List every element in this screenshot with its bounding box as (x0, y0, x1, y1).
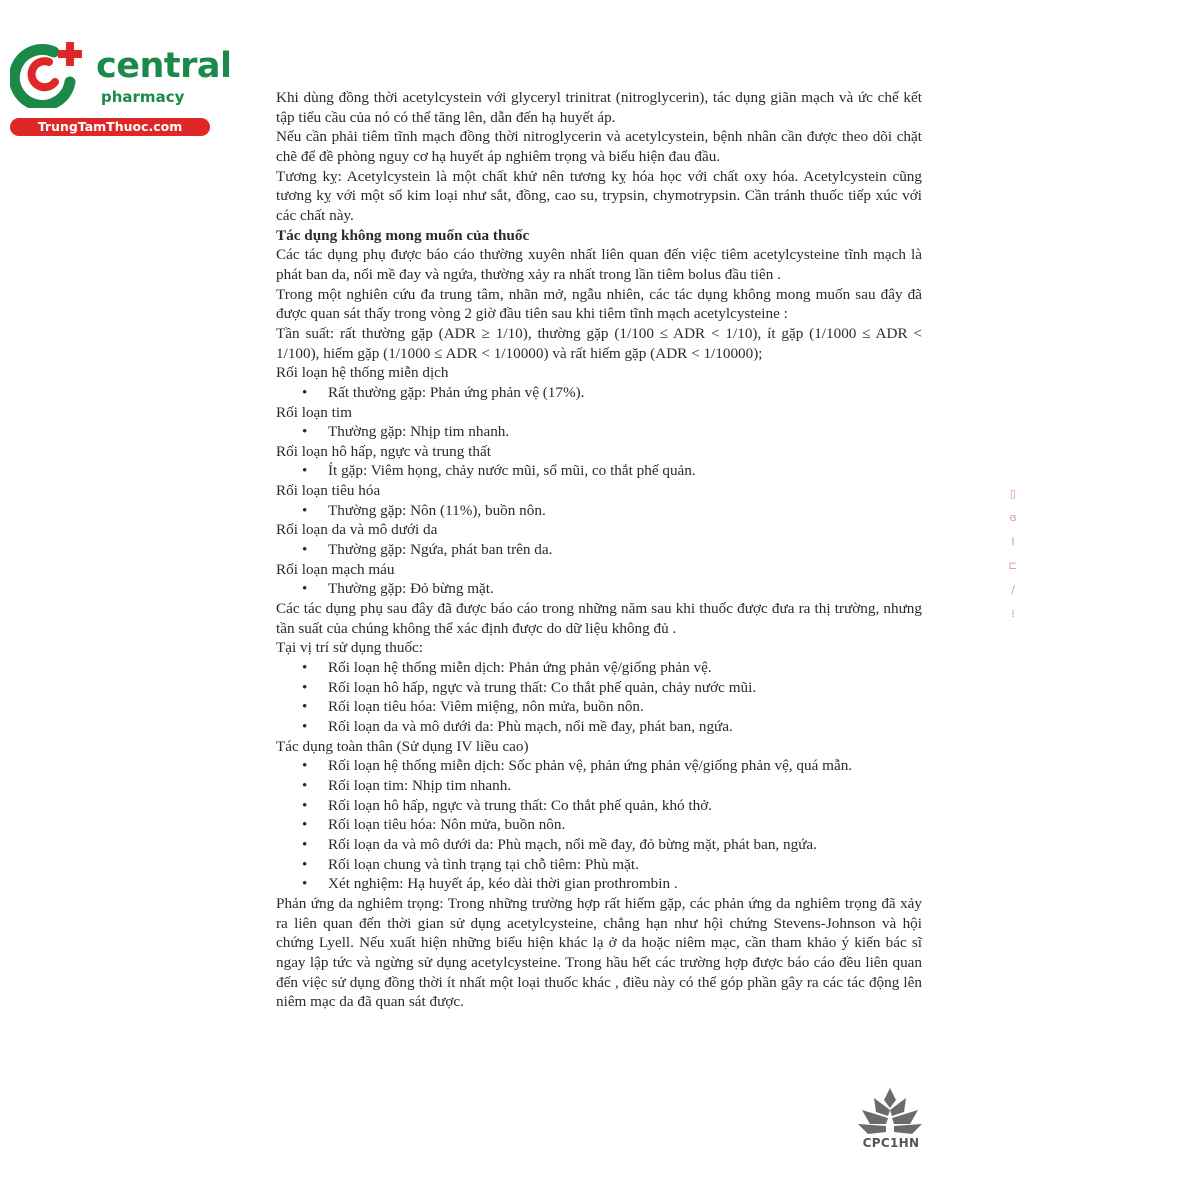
bullet: • (302, 796, 308, 814)
bullet: • (302, 678, 308, 696)
list-local (276, 658, 922, 737)
paragraph-nitroglycerin: Khi dùng đồng thời acetylcystein với glyceryl trinitrat (nitroglycerin), tác dụng giãn mạch và ức chế kết tập tiểu cầu của nó có thể tăng lên, dẫn đến hạ huyết áp. (276, 89, 922, 126)
section-heading: Tác dụng không mong muốn của thuốc (276, 226, 530, 244)
list-item: • Rối loạn da và mô dưới da: Phù mạch, nổi mề đay, phát ban, ngứa. (302, 718, 733, 735)
central-pharmacy-logo-icon (10, 38, 90, 108)
bullet: • (302, 816, 308, 834)
subheading-digestive: Rối loạn tiêu hóa (276, 482, 381, 500)
bullet: • (302, 580, 308, 598)
logo-subtitle: pharmacy (101, 88, 185, 106)
subheading-vascular: Rối loạn mạch máu (276, 560, 395, 578)
bullet: • (302, 383, 308, 401)
paragraph-incompatibility: Tương kỵ: Acetylcystein là một chất khử nên tương kỵ hóa học với chất oxy hóa. Acetylcystein cũng tương kỵ với một số kim loại như sắt, đồng, cao su, trypsin, chymotrypsin. Cần tránh thuốc tiếp xúc với các chất này. (276, 167, 922, 224)
list-item: • Xét nghiệm: Hạ huyết áp, kéo dài thời gian prothrombin . (302, 875, 678, 893)
stamp-mark: ▯ (1009, 487, 1017, 500)
bullet: • (302, 501, 308, 519)
bullet: • (302, 875, 308, 893)
subheading-local: Tại vị trí sử dụng thuốc: (276, 639, 424, 657)
bullet: • (302, 835, 308, 853)
subheading-systemic: Tác dụng toàn thân (Sử dụng IV liều cao) (276, 737, 529, 755)
bullet: • (302, 855, 308, 873)
list-immune (276, 383, 922, 403)
stamp-mark: ∕ (1011, 583, 1015, 596)
logo-name: central (96, 46, 232, 86)
list-cardiac (276, 422, 922, 442)
list-item: • Thường gặp: Nhịp tim nhanh. (302, 423, 510, 441)
paragraph-study: Trong một nghiên cứu đa trung tâm, nhãn mở, ngẫu nhiên, các tác dụng không mong muốn sau đây đã được quan sát thấy trong vòng 2 giờ đầu tiên sau khi tiêm tĩnh mạch acetylcysteine : (276, 285, 922, 323)
list-item: • Rối loạn chung và tình trạng tại chỗ tiêm: Phù mặt. (302, 855, 639, 873)
paragraph-iv-monitoring: Nếu cần phải tiêm tĩnh mạch đồng thời nitroglycerin và acetylcystein, bệnh nhân cần được theo dõi chặt chẽ để đề phòng nguy cơ hạ huyết áp nghiêm trọng và biểu hiện đau đầu. (276, 128, 922, 165)
bullet: • (302, 423, 308, 441)
stamp-mark: ⁞ (1011, 607, 1015, 620)
bullet: • (302, 776, 308, 794)
list-item: • Thường gặp: Nôn (11%), buồn nôn. (302, 501, 546, 519)
list-item: • Rất thường gặp: Phản ứng phản vệ (17%). (302, 383, 585, 401)
list-skin (276, 540, 922, 560)
stamp-mark: ⊏ (1008, 559, 1018, 572)
bullet: • (302, 718, 308, 735)
central-pharmacy-logo (10, 38, 232, 138)
list-respiratory (276, 461, 922, 481)
subheading-skin: Rối loạn da và mô dưới da (276, 521, 438, 539)
stamp-mark: I (1011, 535, 1015, 548)
subheading-immune: Rối loạn hệ thống miễn dịch (276, 364, 449, 382)
list-item: • Rối loạn hệ thống miễn dịch: Phản ứng phản vệ/giống phản vệ. (302, 659, 712, 677)
list-item: • Rối loạn tiêu hóa: Nôn mửa, buồn nôn. (302, 816, 566, 834)
paragraph-severe-skin: Phản ứng da nghiêm trọng: Trong những trường hợp rất hiếm gặp, các phản ứng da nghiêm trọng đã xảy ra liên quan đến thời gian sử dụng acetylcysteine, chẳng hạn như hội chứng Stevens-Johnson và hội chứng Lyell. Nếu xuất hiện những biểu hiện khác lạ ở da hoặc niêm mạc, cần tham khảo ý kiến bác sĩ ngay lập tức và ngừng sử dụng acetylcysteine. Trong hầu hết các trường hợp được báo cáo đều liên quan đến việc sử dụng đồng thời ít nhất một loại thuốc khác , điều này có thể góp phần gây ra các tác động lên niêm mạc da đã quan sát được. (276, 894, 922, 1011)
list-item: • Rối loạn hô hấp, ngực và trung thất: Co thắt phế quản, khó thở. (302, 796, 713, 814)
bullet: • (302, 757, 308, 775)
list-systemic (276, 756, 922, 894)
margin-stamp (1006, 482, 1020, 626)
list-item: • Ít gặp: Viêm họng, chảy nước mũi, sổ mũi, co thắt phế quản. (302, 462, 696, 480)
bullet: • (302, 541, 308, 559)
paragraph-frequency: Tần suất: rất thường gặp (ADR ≥ 1/10), thường gặp (1/100 ≤ ADR < 1/10), ít gặp (1/1000 ≤ ADR < 1/100), hiếm gặp (1/1000 ≤ ADR < 1/10000) và rất hiếm gặp (ADR < 1/10000); (276, 324, 922, 362)
list-item: • Rối loạn da và mô dưới da: Phù mạch, nổi mề đay, đỏ bừng mặt, phát ban, ngứa. (302, 835, 817, 853)
list-item: • Rối loạn hệ thống miễn dịch: Sốc phản vệ, phản ứng phản vệ/giống phản vệ, quá mẫn. (302, 757, 853, 775)
list-item: • Rối loạn hô hấp, ngực và trung thất: Co thắt phế quản, chảy nước mũi. (302, 678, 757, 696)
bullet: • (302, 659, 308, 677)
bullet: • (302, 462, 308, 480)
list-item: • Thường gặp: Ngứa, phát ban trên da. (302, 541, 553, 559)
list-digestive (276, 501, 922, 521)
paragraph-postmarketing: Các tác dụng phụ sau đây đã được báo cáo trong những năm sau khi thuốc được đưa ra thị trường, nhưng tần suất của chúng không thể xác định được do dữ liệu không đủ . (276, 600, 922, 637)
subheading-respiratory: Rối loạn hô hấp, ngực và trung thất (276, 442, 491, 460)
logo-website: TrungTamThuoc.com (10, 118, 210, 136)
stamp-mark: ɞ (1009, 511, 1017, 524)
list-vascular (276, 579, 922, 599)
bullet: • (302, 698, 308, 716)
document-body (276, 88, 922, 1012)
list-item: • Rối loạn tim: Nhịp tim nhanh. (302, 776, 512, 794)
list-item: • Rối loạn tiêu hóa: Viêm miệng, nôn mửa, buồn nôn. (302, 698, 644, 716)
cpc1hn-logo-text: CPC1HN (862, 1136, 920, 1150)
list-item: • Thường gặp: Đỏ bừng mặt. (302, 580, 494, 598)
subheading-cardiac: Rối loạn tim (276, 403, 352, 421)
paragraph-common-effects: Các tác dụng phụ được báo cáo thường xuyên nhất liên quan đến việc tiêm acetylcysteine tĩnh mạch là phát ban da, nổi mề đay và ngứa, thường xảy ra nhất trong lần tiêm bolus đầu tiên . (276, 246, 922, 283)
